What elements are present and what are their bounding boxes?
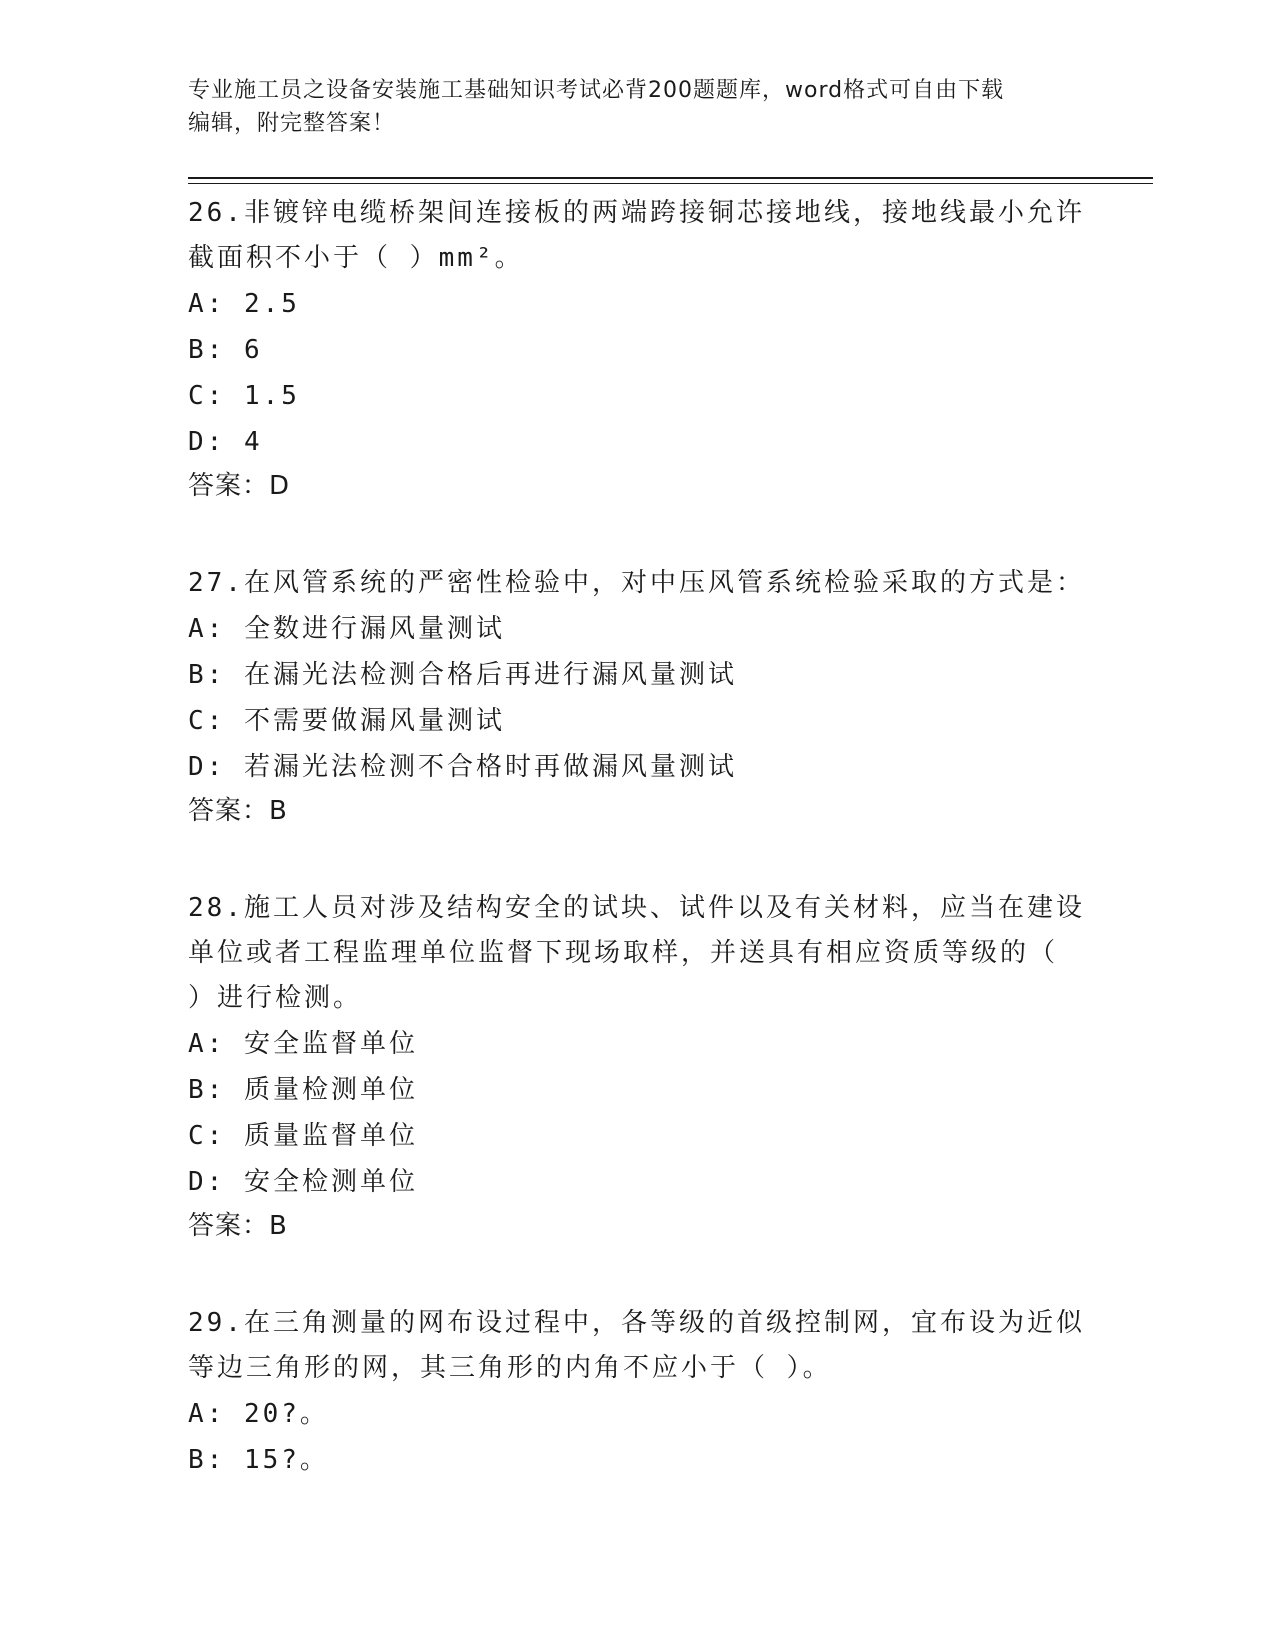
option-a: A: 2.5: [188, 289, 300, 319]
option-d: D: 4: [188, 427, 263, 457]
header-line-2: 编辑，附完整答案！: [188, 111, 396, 136]
question-stem-line: 等边三角形的网，其三角形的内角不应小于（ ）。: [188, 1353, 832, 1383]
option-b: B: 6: [188, 335, 263, 365]
question-stem-line: ）进行检测。: [188, 983, 363, 1013]
option-c: C: 1.5: [188, 381, 300, 411]
answer-line: 答案：D: [188, 471, 291, 501]
question-stem-line: 27.在风管系统的严密性检验中，对中压风管系统检验采取的方式是：: [188, 568, 1085, 598]
option-a: A: 20?。: [188, 1399, 329, 1429]
answer-line: 答案：B: [188, 1211, 288, 1241]
option-a: A: 安全监督单位: [188, 1029, 418, 1059]
question-stem-line: 29.在三角测量的网布设过程中，各等级的首级控制网，宜布设为近似: [188, 1308, 1085, 1338]
option-c: C: 质量监督单位: [188, 1121, 418, 1151]
question-stem-line: 截面积不小于（ ）mm²。: [188, 243, 524, 273]
question-27: [188, 561, 1088, 832]
question-stem-line: 26.非镀锌电缆桥架间连接板的两端跨接铜芯接地线，接地线最小允许: [188, 198, 1085, 228]
question-29: [188, 1301, 1088, 1483]
option-b: B: 在漏光法检测合格后再进行漏风量测试: [188, 660, 737, 690]
option-c: C: 不需要做漏风量测试: [188, 706, 505, 736]
option-b: B: 质量检测单位: [188, 1075, 418, 1105]
question-stem-line: 单位或者工程监理单位监督下现场取样，并送具有相应资质等级的（: [188, 938, 1059, 968]
option-b: B: 15?。: [188, 1445, 329, 1475]
option-d: D: 若漏光法检测不合格时再做漏风量测试: [188, 752, 737, 782]
question-list: [188, 191, 1088, 1537]
header-line-1: 专业施工员之设备安装施工基础知识考试必背200题题库，word格式可自由下载: [188, 78, 1005, 103]
header-divider-thin: [188, 183, 1153, 184]
answer-line: 答案：B: [188, 796, 288, 826]
option-d: D: 安全检测单位: [188, 1167, 418, 1197]
document-header: [188, 74, 1088, 140]
question-stem-line: 28.施工人员对涉及结构安全的试块、试件以及有关材料，应当在建设: [188, 893, 1085, 923]
option-a: A: 全数进行漏风量测试: [188, 614, 505, 644]
header-divider-thick: [188, 177, 1153, 179]
question-26: [188, 191, 1088, 507]
question-28: [188, 886, 1088, 1247]
